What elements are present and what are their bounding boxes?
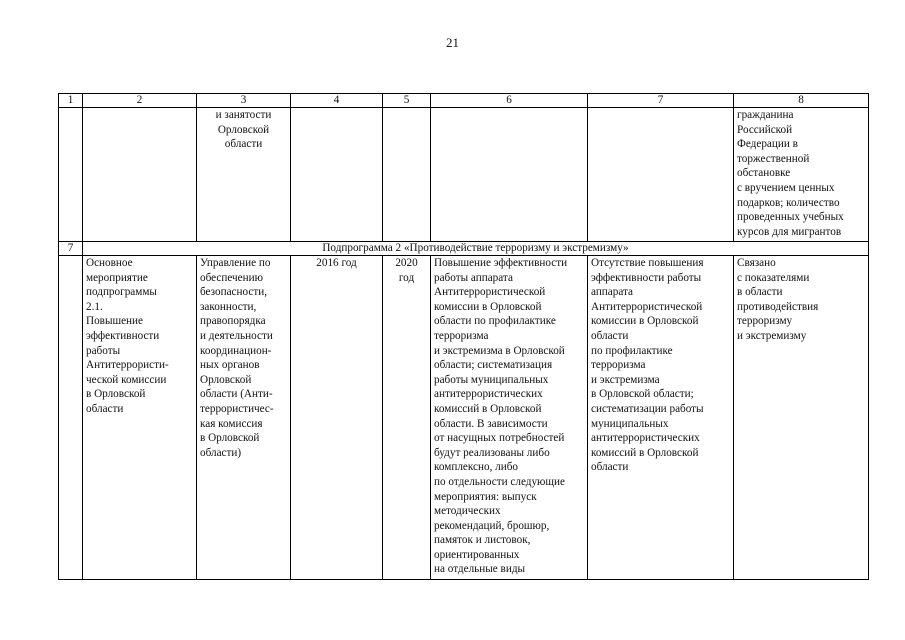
text-line: Орловской <box>200 373 252 386</box>
text-line: безопасности, <box>200 286 268 299</box>
text-line: 2.1. <box>86 300 103 313</box>
text-line: эффективности <box>86 329 160 342</box>
text-line: противодействия <box>737 300 819 313</box>
text-line: подпрограммы <box>86 286 157 299</box>
text-line: террористичес- <box>200 402 274 415</box>
cell-indicator-link <box>734 256 869 580</box>
text-line: области <box>224 138 263 151</box>
column-header-5: 5 <box>383 94 431 108</box>
text-line: с вручением ценных <box>737 181 835 194</box>
column-header-1: 1 <box>59 94 83 108</box>
document-table <box>58 93 869 580</box>
cell-end-year <box>383 256 431 580</box>
column-header-4: 4 <box>291 94 383 108</box>
table-row-continuation <box>59 108 869 242</box>
column-header-6: 6 <box>431 94 588 108</box>
column-header-7: 7 <box>588 94 734 108</box>
text-line: аппарата <box>591 286 634 299</box>
table-header-row <box>59 94 869 108</box>
text-line: курсов для мигрантов <box>737 225 842 238</box>
text-line: антитеррористических <box>591 432 700 445</box>
cell-num-empty <box>59 256 83 580</box>
text-line: работы <box>86 344 121 357</box>
cell-col5-empty <box>383 108 431 242</box>
text-line: антитеррористических <box>434 388 543 401</box>
text-line: рекомендаций, брошюр, <box>434 519 550 532</box>
text-line: области (Анти- <box>200 388 273 401</box>
text-line: Антитеррористи- <box>86 359 169 372</box>
text-line: обеспечению <box>200 271 263 284</box>
text-line: работы муниципальных <box>434 373 549 386</box>
text-line: методических <box>434 505 501 518</box>
table-row-main-activity <box>59 256 869 580</box>
text-line: 2020 <box>395 257 418 269</box>
text-line: координацион- <box>200 344 272 357</box>
text-line: будут реализованы либо <box>434 446 550 459</box>
text-line: области <box>591 461 629 474</box>
cell-responsible-executor <box>197 256 291 580</box>
text-line: Основное <box>86 257 133 269</box>
text-line: Связано <box>737 257 776 269</box>
text-line: гражданина <box>737 109 794 121</box>
cell-responsible-continued <box>197 108 291 242</box>
cell-expected-result <box>431 256 588 580</box>
text-line: кая комиссия <box>200 417 263 430</box>
text-line: области) <box>200 446 242 459</box>
text-line: проведенных учебных <box>737 211 844 224</box>
cell-activity-name <box>83 256 197 580</box>
column-header-8: 8 <box>734 94 869 108</box>
text-line: мероприятия: выпуск <box>434 490 537 503</box>
text-line: комиссий в Орловской <box>591 446 699 459</box>
row-number: 7 <box>59 242 83 256</box>
column-header-2: 2 <box>83 94 197 108</box>
text-line: ориентированных <box>434 548 520 561</box>
text-line: области <box>86 402 124 415</box>
text-line: области <box>591 329 629 342</box>
text-line: и экстремизму <box>737 329 807 342</box>
text-line: комиссий в Орловской <box>434 402 542 415</box>
column-header-3: 3 <box>197 94 291 108</box>
text-line: подарков; количество <box>737 196 840 209</box>
text-line: и экстремизма в Орловской <box>434 344 565 357</box>
text-line: и занятости <box>215 109 272 121</box>
text-line: работы аппарата <box>434 271 513 284</box>
text-line: Антитеррористической <box>434 286 546 299</box>
text-line: ных органов <box>200 359 260 372</box>
text-line: комплексно, либо <box>434 461 519 474</box>
text-line: обстановке <box>737 167 791 180</box>
text-line: области; систематизация <box>434 359 553 372</box>
cell-col7-empty <box>588 108 734 242</box>
cell-num-empty <box>59 108 83 242</box>
text-line: Российской <box>737 123 793 136</box>
text-line: по отдельности следующие <box>434 475 565 488</box>
text-line: области по профилактике <box>434 315 556 328</box>
text-line: систематизации работы <box>591 402 704 415</box>
cell-col6-empty <box>431 108 588 242</box>
page-number: 21 <box>446 35 459 50</box>
text-line: Повышение эффективности <box>434 257 568 269</box>
text-line: правопорядка <box>200 315 266 328</box>
text-line: Орловской <box>217 123 270 136</box>
text-line: Антитеррористической <box>591 300 703 313</box>
text-line: и экстремизма <box>591 373 660 386</box>
table-row-subprogram <box>59 242 869 256</box>
text-line: Федерации в <box>737 138 798 151</box>
text-line: комиссии в Орловской <box>591 315 699 328</box>
text-line: ческой комиссии <box>86 373 167 386</box>
text-line: Управление по <box>200 257 271 269</box>
text-line: муниципальных <box>591 417 669 430</box>
text-line: терроризма <box>434 329 489 342</box>
text-line: и деятельности <box>200 329 273 342</box>
text-line: эффективности работы <box>591 271 702 284</box>
text-line: по профилактике <box>591 344 673 357</box>
text-line: в области <box>737 286 783 299</box>
text-line: на отдельные виды <box>434 563 526 576</box>
text-line: терроризма <box>591 359 646 372</box>
text-line: в Орловской области; <box>591 388 694 401</box>
text-line: 2016 год <box>316 257 357 269</box>
text-line: комиссии в Орловской <box>434 300 542 313</box>
text-line: с показателями <box>737 271 810 284</box>
text-line: Отсутствие повышения <box>591 257 704 269</box>
cell-start-year <box>291 256 383 580</box>
text-line: Повышение <box>86 315 143 328</box>
cell-non-implementation-consequences <box>588 256 734 580</box>
text-line: год <box>398 271 415 284</box>
text-line: законности, <box>200 300 257 313</box>
cell-col4-empty <box>291 108 383 242</box>
text-line: торжественной <box>737 152 810 165</box>
text-line: памяток и листовок, <box>434 534 531 547</box>
cell-indicators-continued <box>734 108 869 242</box>
cell-col2-empty <box>83 108 197 242</box>
subprogram-title: Подпрограмма 2 «Противодействие терроризму и экстремизму» <box>83 242 869 256</box>
text-line: в Орловской <box>86 388 146 401</box>
text-line: области. В зависимости <box>434 417 548 430</box>
text-line: мероприятие <box>86 271 148 284</box>
text-line: от насущных потребностей <box>434 432 565 445</box>
text-line: в Орловской <box>200 432 260 445</box>
text-line: терроризму <box>737 315 793 328</box>
